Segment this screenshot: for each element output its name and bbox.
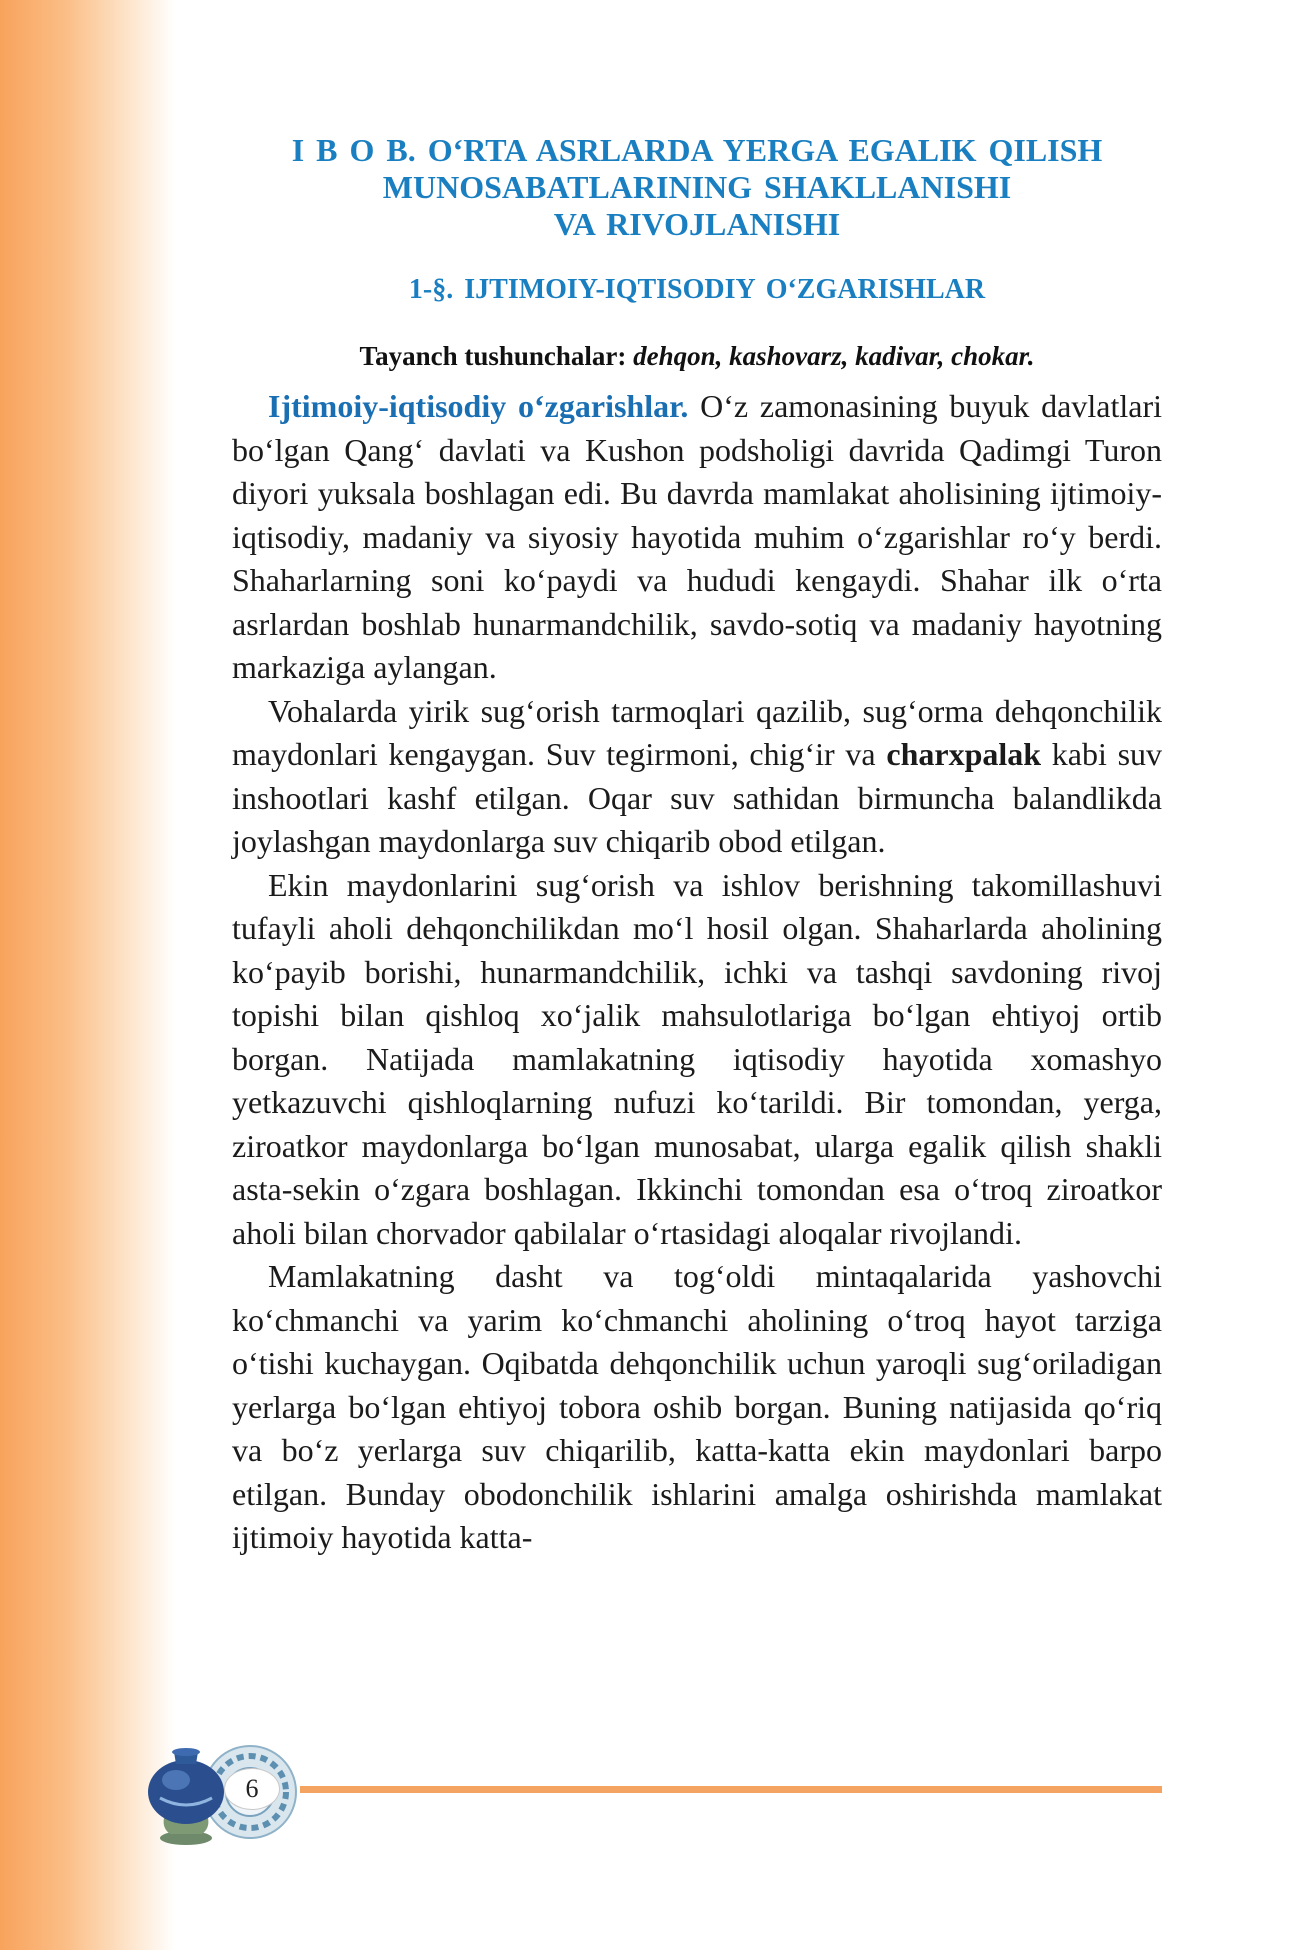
key-concepts [232,339,1162,373]
paragraph-2-text-after: kabi suv inshootlari kashf etilgan. Oqar suv sathidan birmuncha balandlikda joylashgan maydonlarga suv chiqarib obod etilgan. [232,736,1163,859]
key-concepts-terms: dehqon, kashovarz, kadivar, chokar. [633,341,1035,371]
ceramic-vase-icon [140,1738,232,1848]
paragraph-1-text: O‘z zamonasining buyuk davlatlari bo‘lgan Qang‘ davlati va Kushon podsholigi davrida Qadimgi Turon diyori yuksala boshlagan edi. Bu davrda mamlakat aholisining ijtimoiy-iqtisodiy, madaniy va siyosiy hayotida muhim o‘zgarishlar ro‘y berdi. Shaharlarning soni ko‘paydi va hududi kengaydi. Shahar ilk o‘rta asrlardan boshlab hunarmandchilik, savdo-sotiq va madaniy hayotning markaziga aylangan. [232,388,1163,685]
chapter-title [232,132,1162,243]
section-title: 1-§. IJTIMOIY-IQTISODIY O‘ZGARISHLAR [408,274,986,305]
paragraph-2-bold-term: charxpalak [886,736,1042,772]
key-concepts-label: Tayanch tushunchalar: [359,341,627,371]
page-number: 6 [224,1768,280,1810]
paragraph-2-text-before: Vohalarda yirik sug‘orish tarmoqlari qazilib, sug‘orma dehqonchilik maydonlari kengaygan. Suv tegirmoni, chig‘ir va [232,692,1162,772]
paragraph-3: Ekin maydonlarini sug‘orish va ishlov berishning takomillashuvi tufayli aholi dehqonchilikdan mo‘l hosil olgan. Shaharlarda aholining ko‘payib borishi, hunarmandchilik, ichki va tashqi savdoning rivoj topishi bilan qishloq xo‘jalik mahsulotlariga bo‘lgan ehtiyoj ortib borgan. Natijada mamlakatning iqtisodiy hayotida xomashyo yetkazuvchi qishloqlarning nufuzi ko‘tarildi. Bir tomondan, yerga, ziroatkor maydonlarga bo‘lgan munosabat, ularga egalik qilish shakli asta-sekin o‘zgara boshlagan. Ikkinchi tomondan esa o‘troq ziroatkor aholi bilan chorvador qabilalar o‘rtasidagi aloqalar rivojlandi. [232,866,1162,1251]
chapter-title-line-2: MUNOSABATLARINING SHAKLLANISHI [382,169,1012,205]
chapter-title-line-3: VA RIVOJLANISHI [553,206,841,242]
paragraph-2 [232,690,1162,864]
paragraph-1 [232,385,1162,690]
body-text [232,385,1162,1560]
page-edge-gradient [0,0,175,1950]
paragraph-4: Mamlakatning dasht va tog‘oldi mintaqalarida yashovchi ko‘chmanchi va yarim ko‘chmanchi aholining o‘troq hayot tarziga o‘tishi kuchaygan. Oqibatda dehqonchilik uchun yaroqli sug‘oriladigan yerlarga bo‘lgan ehtiyoj tobora oshib borgan. Buning natijasida qo‘riq va bo‘z yerlarga suv chiqarilib, katta-katta ekin maydonlari barpo etilgan. Bunday obodonchilik ishlarini amalga oshirishda mamlakat ijtimoiy hayotida katta- [232,1258,1162,1555]
paragraph-lead-heading: Ijtimoiy-iqtisodiy o‘zgarishlar. [268,388,689,424]
page-content [232,132,1162,1560]
footer-divider [300,1786,1162,1793]
chapter-title-line-1: I B O B. O‘RTA ASRLARDA YERGA EGALIK QILISH [291,132,1103,168]
